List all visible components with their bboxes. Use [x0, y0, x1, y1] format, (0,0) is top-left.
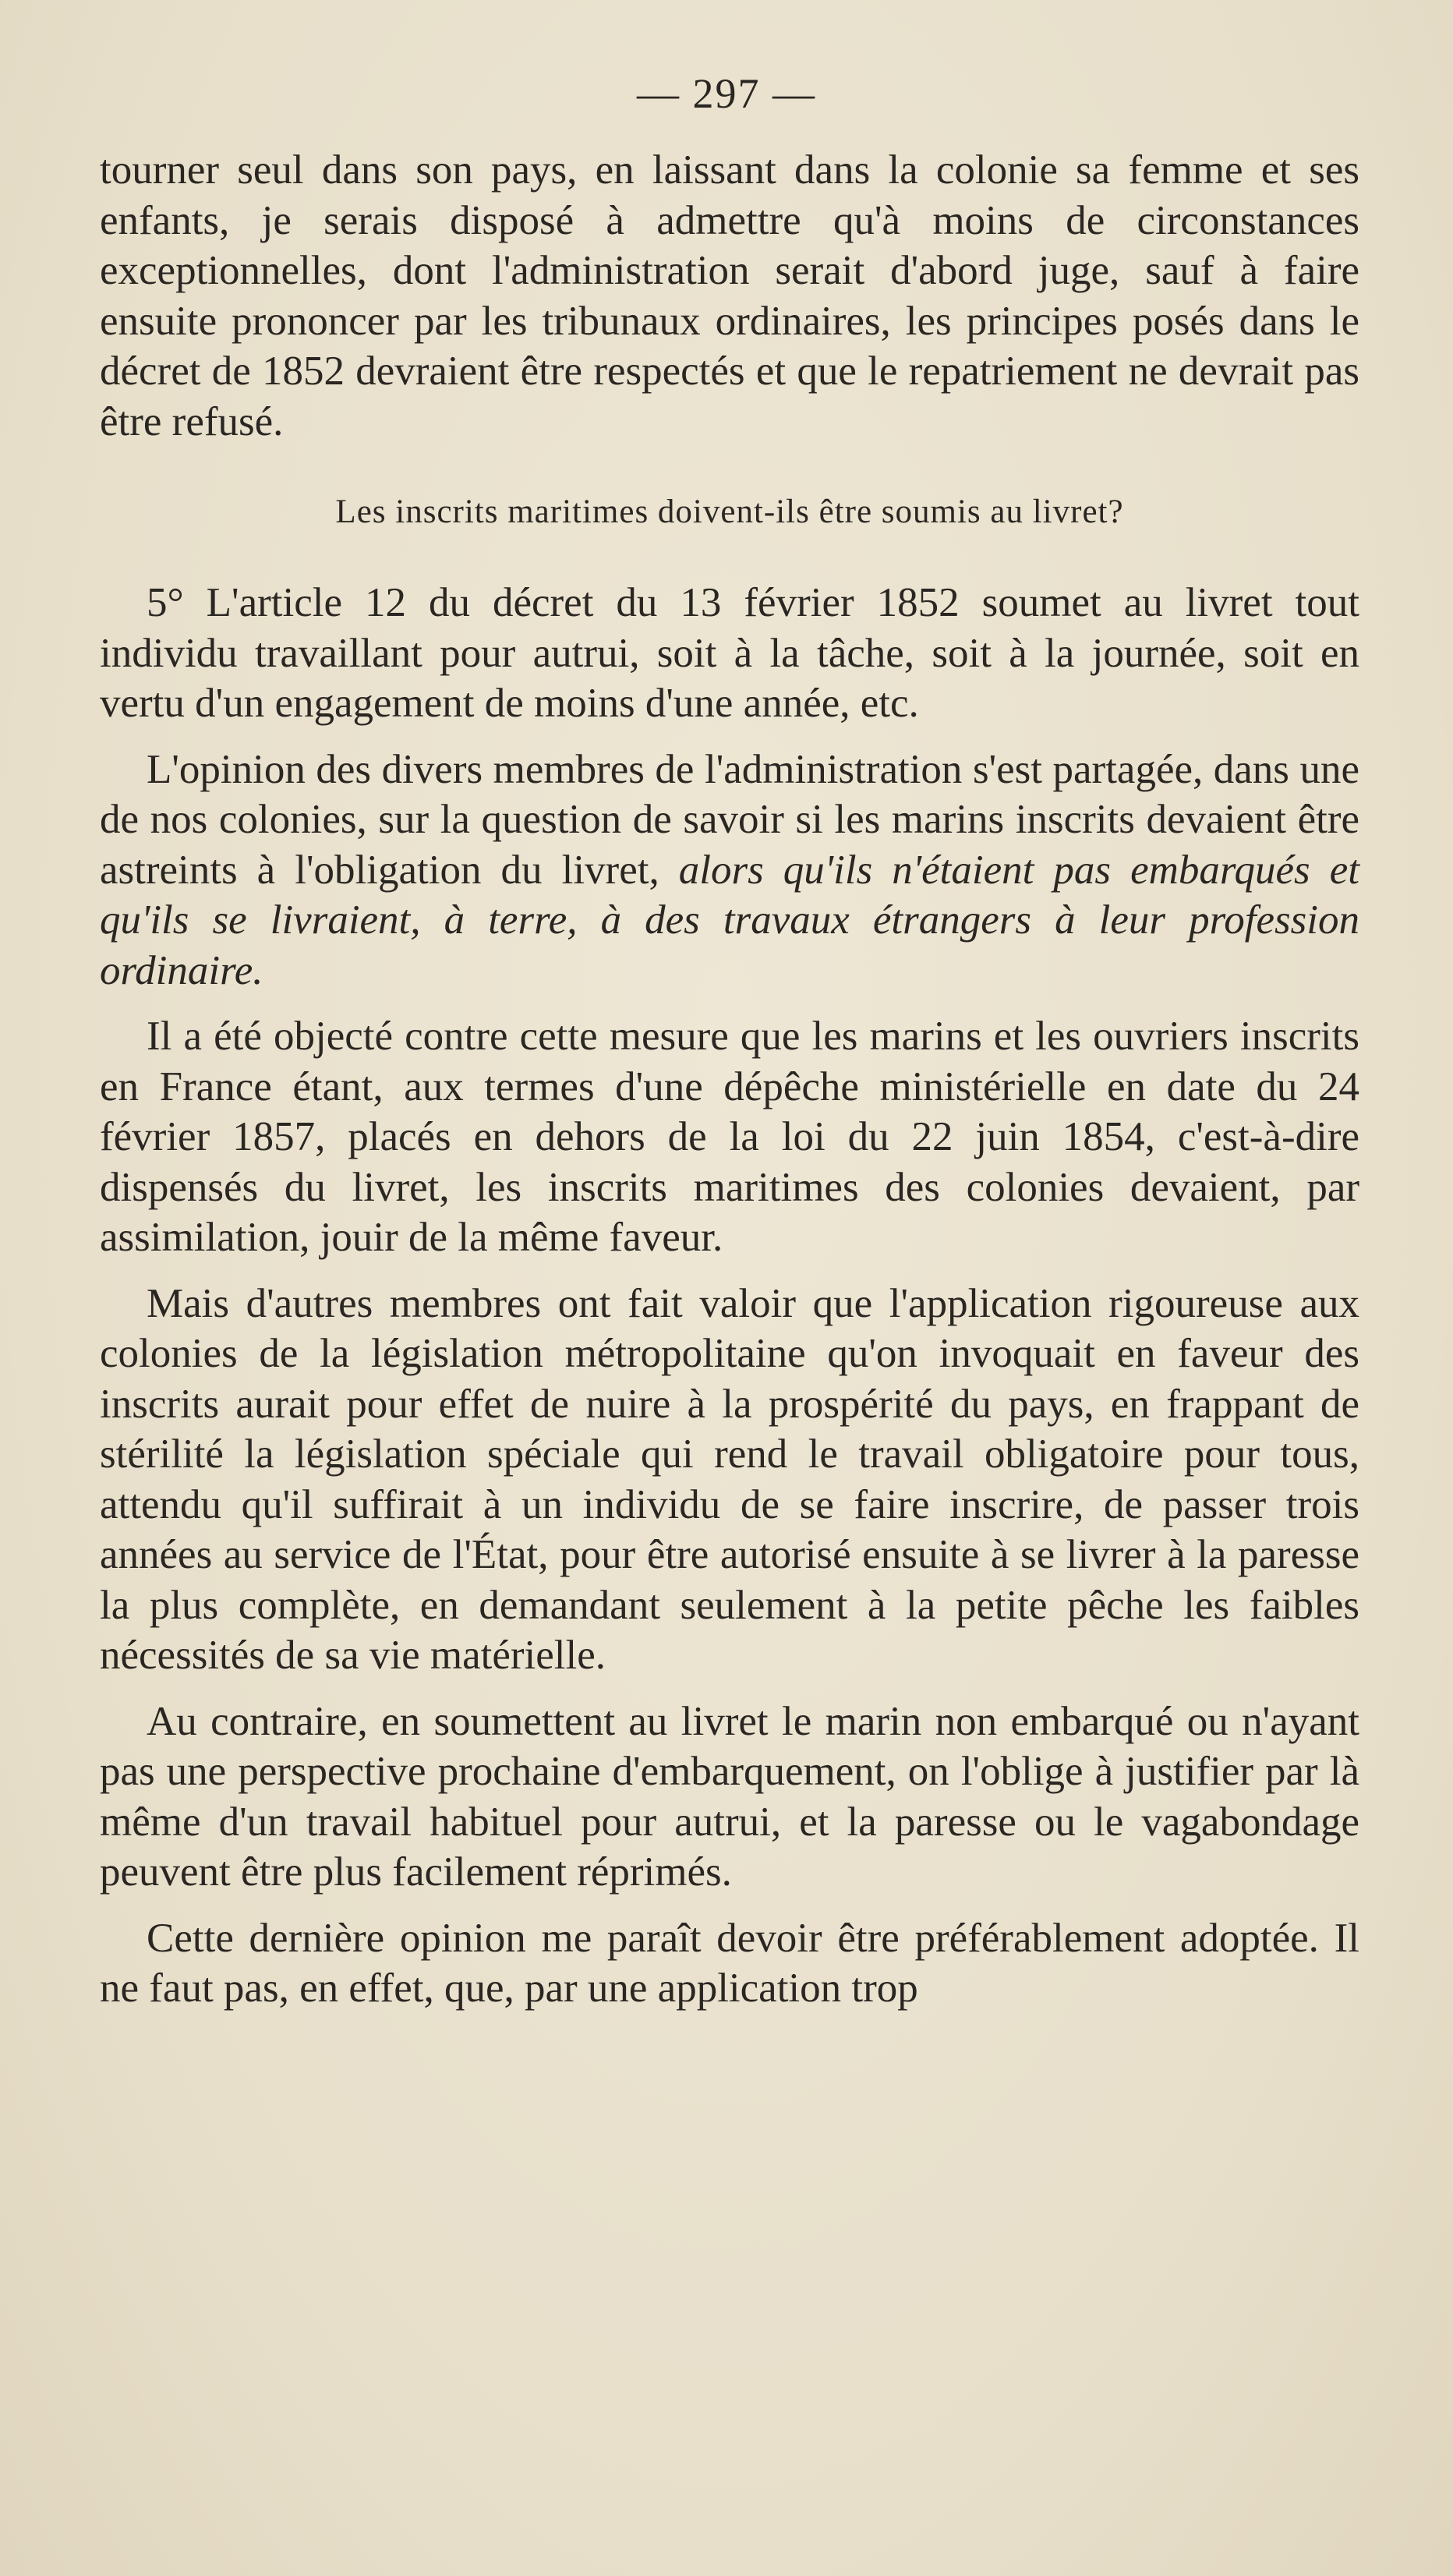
paragraph-other-members: Mais d'autres membres ont fait valoir que l'application rigoureuse aux colonies de la législation métropolitaine qu'on invoquait en faveur des inscrits aurait pour effet de nuire à la prospérité du pays, en frappant de stérilité la législation spéciale qui rend le travail obligatoire pour tous, attendu qu'il suffirait à un individu de se faire inscrire, de passer trois années au service de l'État, pour être autorisé ensuite à se livrer à la paresse la plus complète, en demandant seulement à la petite pêche les faibles nécessités de sa vie matérielle. — [100, 1280, 1359, 1678]
paragraph-opinion-text: L'opinion des divers membres de l'administration s'est partagée, dans une de nos colonies, sur la question de savoir si les marins inscrits devaient être astreints à l'obligation du livret, — [100, 746, 1359, 893]
paragraph-continuation: tourner seul dans son pays, en laissant dans la colonie sa femme et ses enfants, je serais disposé à admettre qu'à moins de circonstances exceptionnelles, dont l'administration serait d'abord juge, sauf à faire ensuite prononcer par les tribunaux ordinaires, les principes posés dans le décret de 1852 devraient être respectés et que le repatriement ne devrait pas être refusé. — [100, 147, 1359, 444]
paragraph-opinion-divided — [100, 745, 1359, 996]
section-heading: Les inscrits maritimes doivent-ils être soumis au livret? — [335, 494, 1124, 530]
page-number: — 297 — — [637, 70, 816, 117]
paragraph-contrary: Au contraire, en soumettent au livret le marin non embarqué ou n'ayant pas une perspective prochaine d'embarquement, on l'oblige à justifier par là même d'un travail habituel pour autrui, et la paresse ou le vagabondage peuvent être plus facilement réprimés. — [100, 1698, 1359, 1895]
paragraph-article-12: 5° L'article 12 du décret du 13 février 1852 soumet au livret tout individu travaillant pour autrui, soit à la tâche, soit à la journée, soit en vertu d'un engagement de moins d'une année, etc. — [100, 580, 1359, 726]
body-text — [100, 145, 1359, 2014]
paragraph-objection: Il a été objecté contre cette mesure que les marins et les ouvriers inscrits en France étant, aux termes d'une dépêche ministérielle en date du 24 février 1857, placés en dehors de la loi du 22 juin 1854, c'est-à-dire dispensés du livret, les inscrits maritimes des colonies devaient, par assimilation, jouir de la même faveur. — [100, 1014, 1359, 1260]
paragraph-conclusion: Cette dernière opinion me paraît devoir être préférablement adoptée. Il ne faut pas, en effet, que, par une application trop — [100, 1915, 1359, 2011]
paragraph-opinion-italic: alors qu'ils n'étaient pas embarqués et qu'ils se livraient, à terre, à des travaux étrangers à leur profession ordinaire. — [100, 847, 1359, 993]
